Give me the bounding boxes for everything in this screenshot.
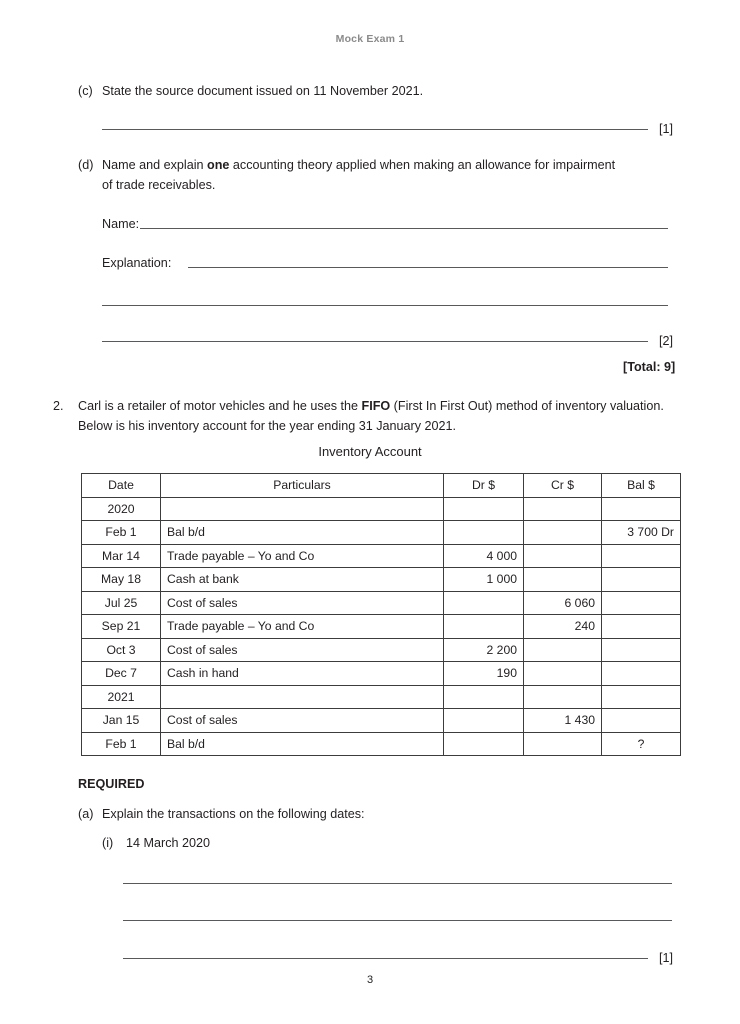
column-header-date: Date (82, 474, 161, 498)
answer-line-a-3[interactable] (123, 958, 648, 959)
part-d-label: (d) (78, 158, 94, 172)
cell-cr (524, 544, 602, 568)
cell-cr (524, 497, 602, 521)
cell-dr (444, 685, 524, 709)
cell-dr: 190 (444, 662, 524, 686)
cell-dr (444, 709, 524, 733)
part-d-text-pre: Name and explain (102, 158, 208, 172)
cell-particulars: Trade payable – Yo and Co (161, 544, 444, 568)
part-d-bold-word: one (207, 158, 230, 172)
cell-bal (602, 568, 681, 592)
cell-bal (602, 591, 681, 615)
cell-cr (524, 638, 602, 662)
cell-date: May 18 (82, 568, 161, 592)
column-header-dr: Dr $ (444, 474, 524, 498)
cell-dr (444, 591, 524, 615)
question-2-bold-word: FIFO (361, 399, 391, 413)
cell-dr (444, 497, 524, 521)
part-d-text (102, 155, 627, 195)
cell-date: Feb 1 (82, 521, 161, 545)
question-2-stem (78, 396, 678, 436)
cell-bal: ? (602, 732, 681, 756)
cell-cr (524, 521, 602, 545)
part-a-label: (a) (78, 807, 94, 821)
part-c-marks: [1] (659, 122, 674, 136)
table-row (82, 591, 681, 615)
table-row (82, 521, 681, 545)
cell-cr (524, 662, 602, 686)
cell-particulars (161, 685, 444, 709)
table-row (82, 544, 681, 568)
part-d-text-post: accounting theory applied when making an allowance for impairment of trade receivables. (102, 158, 616, 192)
cell-dr (444, 732, 524, 756)
cell-date: Mar 14 (82, 544, 161, 568)
column-header-cr: Cr $ (524, 474, 602, 498)
cell-particulars: Bal b/d (161, 521, 444, 545)
cell-cr (524, 568, 602, 592)
cell-date: Jan 15 (82, 709, 161, 733)
cell-bal (602, 685, 681, 709)
question-1-total: [Total: 9] (623, 360, 676, 374)
table-row (82, 709, 681, 733)
cell-date: Sep 21 (82, 615, 161, 639)
explanation-label: Explanation: (102, 256, 172, 270)
cell-particulars: Cost of sales (161, 591, 444, 615)
cell-cr: 6 060 (524, 591, 602, 615)
cell-bal (602, 544, 681, 568)
cell-particulars: Cash at bank (161, 568, 444, 592)
cell-cr: 1 430 (524, 709, 602, 733)
part-c-text: State the source document issued on 11 November 2021. (102, 84, 424, 98)
answer-line-name[interactable] (140, 228, 668, 229)
cell-date: 2021 (82, 685, 161, 709)
cell-dr (444, 521, 524, 545)
cell-particulars: Bal b/d (161, 732, 444, 756)
cell-particulars: Cost of sales (161, 709, 444, 733)
part-a-marks: [1] (659, 951, 674, 965)
answer-line-a-1[interactable] (123, 883, 672, 884)
part-a-sub-i-text: 14 March 2020 (126, 836, 211, 850)
cell-bal (602, 709, 681, 733)
table-row (82, 685, 681, 709)
cell-bal (602, 662, 681, 686)
cell-bal: 3 700 Dr (602, 521, 681, 545)
cell-bal (602, 497, 681, 521)
cell-cr (524, 685, 602, 709)
cell-cr: 240 (524, 615, 602, 639)
cell-dr: 1 000 (444, 568, 524, 592)
answer-line-d-3[interactable] (102, 341, 648, 342)
answer-line-d-2[interactable] (102, 305, 668, 306)
cell-bal (602, 615, 681, 639)
question-2-number: 2. (53, 399, 64, 413)
cell-date: Oct 3 (82, 638, 161, 662)
inventory-account-table (81, 473, 681, 756)
table-row (82, 497, 681, 521)
table-header-row (82, 474, 681, 498)
cell-particulars: Cost of sales (161, 638, 444, 662)
part-c-label: (c) (78, 84, 93, 98)
page-number: 3 (366, 974, 374, 986)
answer-line-a-2[interactable] (123, 920, 672, 921)
cell-date: Dec 7 (82, 662, 161, 686)
cell-dr: 2 200 (444, 638, 524, 662)
inventory-account-title: Inventory Account (318, 444, 422, 459)
cell-date: Feb 1 (82, 732, 161, 756)
cell-particulars: Cash in hand (161, 662, 444, 686)
cell-date: Jul 25 (82, 591, 161, 615)
column-header-particulars: Particulars (161, 474, 444, 498)
running-header: Mock Exam 1 (335, 33, 405, 45)
cell-cr (524, 732, 602, 756)
question-2-stem-post: (First In First Out) method of inventory valuation. Below is his inventory account for the year ending 31 January 2021. (78, 399, 664, 433)
answer-line-c-1[interactable] (102, 129, 648, 130)
answer-line-explanation[interactable] (188, 267, 668, 268)
column-header-bal: Bal $ (602, 474, 681, 498)
table-row (82, 615, 681, 639)
table-row (82, 662, 681, 686)
name-label: Name: (102, 217, 140, 231)
cell-dr: 4 000 (444, 544, 524, 568)
part-d-marks: [2] (659, 334, 674, 348)
cell-date: 2020 (82, 497, 161, 521)
cell-particulars (161, 497, 444, 521)
table-row (82, 568, 681, 592)
part-a-text: Explain the transactions on the following dates: (102, 807, 365, 821)
table-row (82, 732, 681, 756)
cell-dr (444, 615, 524, 639)
required-heading: REQUIRED (78, 777, 145, 791)
part-a-sub-i-label: (i) (102, 836, 114, 850)
table-row (82, 638, 681, 662)
question-2-stem-pre: Carl is a retailer of motor vehicles and he uses the (78, 399, 362, 413)
cell-bal (602, 638, 681, 662)
cell-particulars: Trade payable – Yo and Co (161, 615, 444, 639)
